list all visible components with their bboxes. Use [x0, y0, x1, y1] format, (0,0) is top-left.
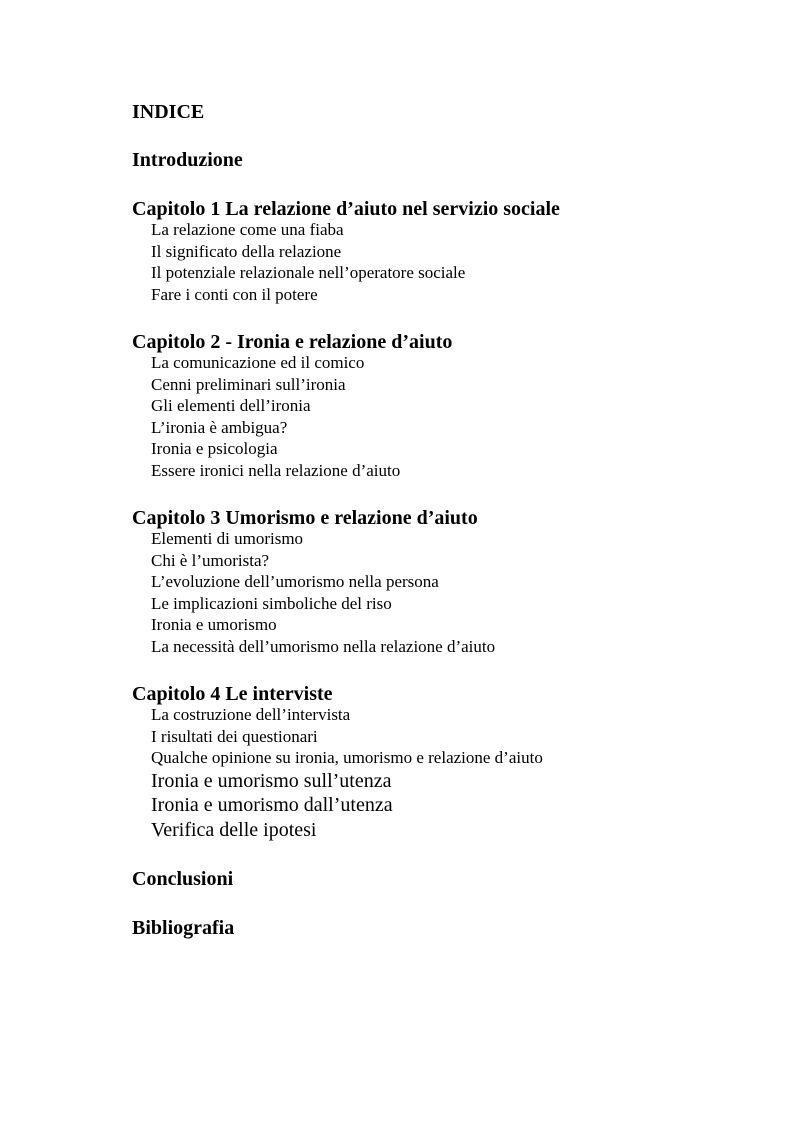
chapter-2-title: Capitolo 2 - Ironia e relazione d’aiuto — [132, 331, 453, 353]
toc-subsection: Elementi di umorismo — [151, 529, 304, 548]
toc-subsection: Ironia e psicologia — [151, 439, 278, 458]
toc-bibliography: Bibliografia — [132, 917, 235, 939]
toc-subsection: I risultati dei questionari — [151, 726, 318, 746]
toc-subsection: Verifica delle ipotesi — [151, 818, 317, 841]
chapter-2-subsections — [132, 352, 752, 481]
chapter-4-title: Capitolo 4 Le interviste — [132, 683, 333, 705]
toc-subsection: La costruzione dell’intervista — [151, 705, 351, 724]
toc-subsection: Il significato della relazione — [151, 241, 342, 261]
chapter-3-subsections — [132, 528, 752, 657]
index-title: INDICE — [132, 101, 205, 123]
chapter-4-subsections — [132, 704, 752, 842]
chapter-3-section — [132, 506, 752, 657]
toc-subsection: L’evoluzione dell’umorismo nella persona — [151, 572, 439, 591]
toc-introduction: Introduzione — [132, 149, 243, 171]
toc-subsection: Le implicazioni simboliche del riso — [151, 593, 392, 613]
chapter-1-subsections — [132, 219, 752, 305]
toc-subsection: Cenni preliminari sull’ironia — [151, 374, 346, 394]
toc-subsection: Ironia e umorismo — [151, 615, 277, 634]
toc-subsection: La necessità dell’umorismo nella relazione d’aiuto — [151, 636, 496, 656]
toc-subsection: Fare i conti con il potere — [151, 284, 318, 304]
toc-subsection: L’ironia è ambigua? — [151, 417, 288, 437]
toc-subsection: Ironia e umorismo sull’utenza — [151, 769, 392, 792]
chapter-3-title: Capitolo 3 Umorismo e relazione d’aiuto — [132, 507, 478, 529]
toc-subsection: Ironia e umorismo dall’utenza — [151, 794, 393, 816]
toc-subsection: Il potenziale relazionale nell’operatore sociale — [151, 263, 466, 282]
toc-subsection: Gli elementi dell’ironia — [151, 396, 311, 415]
chapter-4-section — [132, 682, 752, 842]
toc-subsection: La comunicazione ed il comico — [151, 353, 365, 372]
toc-conclusions: Conclusioni — [132, 868, 234, 890]
chapter-2-section — [132, 330, 752, 481]
toc-subsection: Essere ironici nella relazione d’aiuto — [151, 460, 401, 480]
chapter-1-section — [132, 197, 752, 305]
table-of-contents — [132, 100, 752, 940]
toc-subsection: Chi è l’umorista? — [151, 550, 270, 570]
chapter-1-title: Capitolo 1 La relazione d’aiuto nel servizio sociale — [132, 198, 560, 220]
toc-subsection: Qualche opinione su ironia, umorismo e relazione d’aiuto — [151, 748, 543, 767]
toc-subsection: La relazione come una fiaba — [151, 220, 344, 239]
